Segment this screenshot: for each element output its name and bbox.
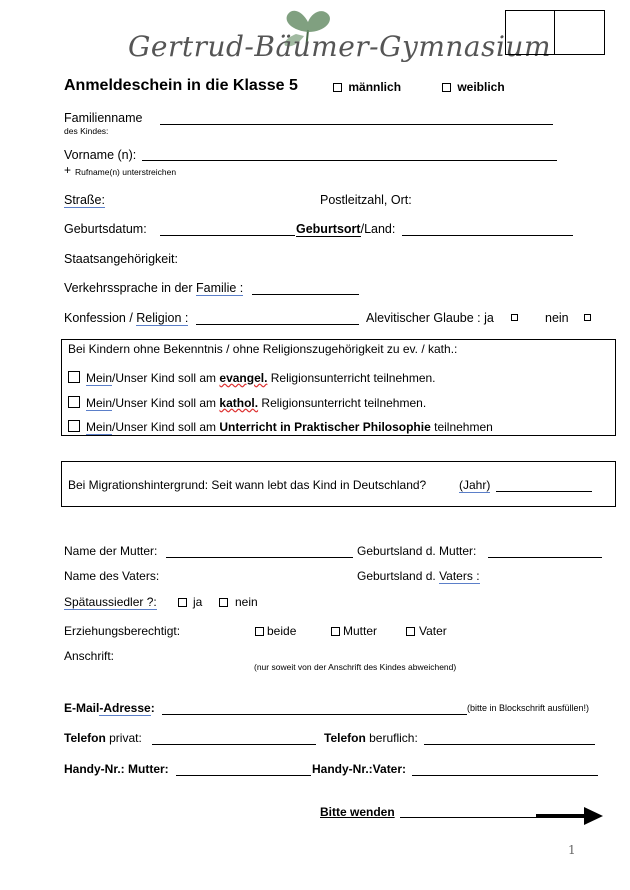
spaetaussiedler-nein-checkbox[interactable] [219, 598, 228, 607]
geburtsland-vater-text: Geburtsland d. [357, 569, 440, 583]
vaters-text: Vaters : [439, 569, 480, 583]
konfession-label [64, 311, 188, 325]
opt1-mein: Mein [86, 371, 113, 385]
gender-female-option[interactable] [439, 80, 505, 94]
vater-checkbox[interactable] [406, 627, 415, 636]
erziehungsberechtigt-label: Erziehungsberechtigt: [64, 624, 181, 638]
beide-label: beide [267, 624, 297, 638]
privat-text: privat: [105, 731, 142, 745]
telefon-text-2: Telefon [324, 731, 366, 745]
email-text: E-Mail [64, 701, 100, 715]
school-name: Gertrud-Bäumer-Gymnasium [128, 30, 552, 63]
verkehrssprache-field[interactable] [252, 294, 359, 295]
alevitisch-nein-label: nein [545, 311, 569, 325]
geburtsort-field[interactable] [402, 235, 573, 236]
checkbox-philosophie[interactable] [68, 420, 80, 432]
opt2-kathol: kathol. [219, 396, 259, 410]
email-field[interactable] [162, 714, 467, 715]
opt1-end: Religionsunterricht teilnehmen. [267, 371, 436, 385]
opt1-text: /Unser Kind soll am [112, 371, 220, 385]
anschrift-hint: (nur soweit von der Anschrift des Kindes abweichend) [254, 662, 457, 672]
rufname-hint: Rufname(n) unterstreichen [75, 167, 177, 177]
email-colon: : [150, 701, 155, 715]
geburtsland-vater-label [357, 569, 480, 583]
opt2-mein: Mein [86, 396, 113, 410]
geburtsland-mutter-field[interactable] [488, 557, 602, 558]
konfession-text: Konfession / [64, 311, 137, 325]
email-hint: (bitte in Blockschrift ausfüllen!) [467, 703, 590, 713]
opt3-end: teilnehmen [430, 420, 493, 434]
beruflich-text: beruflich: [365, 731, 418, 745]
mutter-field[interactable] [166, 557, 353, 558]
alevitisch-ja-checkbox[interactable] [511, 314, 518, 321]
opt3-philosophie: Unterricht in Praktischer Philosophie [219, 420, 431, 434]
page-number: 1 [568, 843, 576, 857]
vater-option-label: Vater [419, 624, 447, 638]
strasse-label [64, 193, 105, 207]
spaetaussiedler-label [64, 595, 157, 609]
bitte-wenden-label [320, 805, 395, 819]
religion-option-evangel[interactable] [68, 371, 436, 385]
verkehrssprache-text: Verkehrssprache in der [64, 281, 197, 295]
familienname-field[interactable] [160, 124, 553, 125]
religion-intro: Bei Kindern ohne Bekenntnis / ohne Religionszugehörigkeit zu ev. / kath.: [68, 342, 458, 356]
handy-vater-field[interactable] [412, 775, 598, 776]
opt1-evangel: evangel. [219, 371, 268, 385]
arrow-right-icon [536, 806, 604, 826]
spaetaussiedler-nein-label: nein [235, 595, 258, 609]
verkehrssprache-label [64, 281, 243, 295]
form-title: Anmeldeschein in die Klasse 5 [64, 77, 298, 94]
opt3-text: /Unser Kind soll am [112, 420, 220, 434]
konfession-field[interactable] [196, 324, 359, 325]
religion-option-philosophie[interactable] [68, 420, 493, 434]
vorname-label: Vorname (n): [64, 148, 137, 162]
opt3-mein: Mein [86, 420, 113, 434]
gender-male-label: männlich [348, 80, 402, 94]
alevitisch-label: Alevitischer Glaube : ja [366, 311, 494, 325]
geburtsort-text: Geburtsort [296, 222, 361, 236]
telefon-privat-field[interactable] [152, 744, 316, 745]
checkbox-male[interactable] [333, 83, 342, 92]
adresse-text: -Adresse [99, 701, 151, 715]
staatsangehoerigkeit-label: Staatsangehörigkeit: [64, 252, 178, 266]
religion-option-kathol[interactable] [68, 396, 426, 410]
religion-text: Religion : [136, 311, 189, 325]
plz-ort-label: Postleitzahl, Ort: [320, 193, 412, 207]
strasse-text: Straße: [64, 193, 105, 207]
handy-vater-label: Handy-Nr.:Vater: [312, 762, 407, 776]
anschrift-label: Anschrift: [64, 649, 115, 663]
plus-sign: + [64, 163, 72, 177]
gender-female-label: weiblich [457, 80, 505, 94]
spaetaussiedler-text: Spätaussiedler ?: [64, 595, 157, 609]
checkbox-evangel[interactable] [68, 371, 80, 383]
opt2-text: /Unser Kind soll am [112, 396, 220, 410]
vater-label: Name des Vaters: [64, 569, 160, 583]
spaetaussiedler-ja-checkbox[interactable] [178, 598, 187, 607]
mutter-checkbox[interactable] [331, 627, 340, 636]
jahr-text: (Jahr) [459, 478, 491, 492]
email-label [64, 701, 155, 715]
geburtsort-label [296, 222, 395, 236]
mutter-option-label: Mutter [343, 624, 378, 638]
migration-question: Bei Migrationshintergrund: Seit wann lebt das Kind in Deutschland? [68, 478, 427, 492]
alevitisch-nein-checkbox[interactable] [584, 314, 591, 321]
telefon-beruflich-label [324, 731, 418, 745]
spaetaussiedler-ja-label: ja [193, 595, 203, 609]
geburtsdatum-field[interactable] [160, 235, 295, 236]
telefon-text: Telefon [64, 731, 106, 745]
office-box-right [554, 10, 605, 55]
geburtsdatum-label: Geburtsdatum: [64, 222, 147, 236]
handy-mutter-field[interactable] [176, 775, 311, 776]
checkbox-kathol[interactable] [68, 396, 80, 408]
opt2-end: Religionsunterricht teilnehmen. [258, 396, 427, 410]
mutter-label: Name der Mutter: [64, 544, 158, 558]
land-text: /Land: [360, 222, 396, 236]
office-box-left [505, 10, 555, 55]
telefon-beruflich-field[interactable] [424, 744, 595, 745]
familienname-label: Familienname [64, 111, 143, 125]
geburtsland-mutter-label: Geburtsland d. Mutter: [357, 544, 477, 558]
gender-male-option[interactable] [330, 80, 401, 94]
telefon-privat-label [64, 731, 142, 745]
bitte-wenden-text: Bitte wenden [320, 805, 395, 819]
jahr-field[interactable] [496, 491, 592, 492]
vorname-field[interactable] [142, 160, 557, 161]
des-kindes-label: des Kindes: [64, 126, 109, 136]
handy-mutter-label: Handy-Nr.: Mutter: [64, 762, 169, 776]
bitte-wenden-line [400, 817, 536, 818]
familie-text: Familie : [196, 281, 244, 295]
beide-checkbox[interactable] [255, 627, 264, 636]
checkbox-female[interactable] [442, 83, 451, 92]
jahr-label [459, 478, 490, 492]
